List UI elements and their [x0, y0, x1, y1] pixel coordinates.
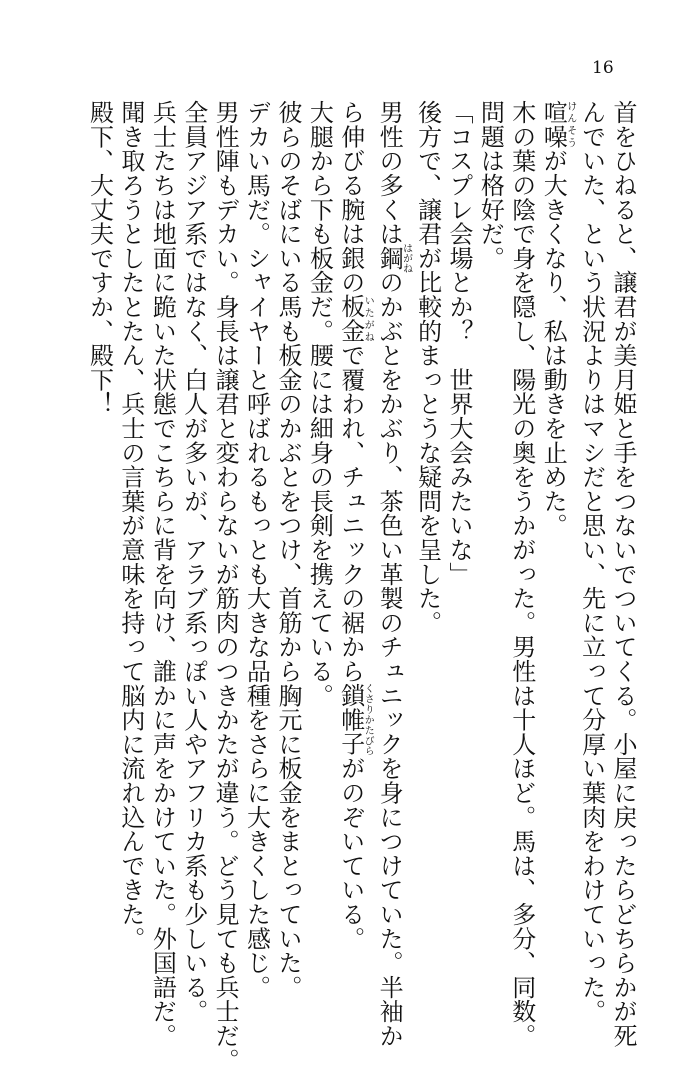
text-line: 問題は格好だ。	[476, 100, 505, 271]
ruby-hagane: 鋼はがね	[375, 242, 412, 273]
page-number: 16	[592, 58, 614, 78]
text-line: 全員アジア系ではなく、白人が多いが、アラブ系っぽい人やアフリカ系も少しいる。	[179, 100, 208, 1024]
line-part: で覆われ、チュニックの裾から	[336, 343, 365, 684]
text-line-with-ruby	[334, 100, 372, 960]
text-line: 男性陣もデカい。身長は譲君と変わらないが筋肉のつきかたが違う。どう見ても兵士だ。	[211, 100, 240, 1072]
text-line-with-ruby	[537, 100, 575, 960]
text-line-with-ruby	[373, 100, 412, 1048]
vertical-text-body	[83, 100, 638, 1072]
line-rest: が大きくなり、私は動きを止めた。	[539, 148, 568, 538]
ruby-itagane: 板金いたがね	[336, 294, 374, 344]
text-line: 木の葉の陰で身を隠し、陽光の奥をうかがった。男性は十人ほど。馬は、多分、同数。	[507, 100, 536, 1048]
line-part: 男性の多くは	[375, 100, 404, 246]
furigana-itagane: いたがね	[362, 294, 374, 343]
line-part: がのぞいている。	[336, 756, 365, 951]
furigana-kusarikatabira: くさりかたびら	[362, 683, 374, 757]
ruby-kusarikatabira: 鎖帷子くさりかたびら	[336, 683, 374, 757]
line-part: のかぶとをかぶり、茶色い革製のチュニックを身につけていた。半袖か	[375, 270, 404, 1048]
furigana-kensou: けんそう	[564, 100, 576, 149]
text-line: 殿下、大丈夫ですか、殿下！	[85, 100, 114, 416]
line-part: ら伸びる腕は銀の	[336, 100, 365, 295]
text-line: 聞き取ろうとしたとたん、兵士の言葉が意味を持って脳内に流れ込んできた。	[116, 100, 145, 951]
text-line: 兵士たちは地面に跪いた状態でこちらに背を向け、誰かに声をかけていた。外国語だ。	[148, 100, 177, 1048]
text-line: 後方で、譲君が比較的まっとうな疑問を呈した。	[413, 100, 442, 635]
text-line: 首をひねると、譲君が美月姫と手をつないでついてくる。小屋に戻ったらどちらかが死	[609, 100, 637, 1048]
text-line: 「コスプレ会場とか？ 世界大会みたいな」	[444, 100, 473, 586]
text-line: デカい馬だ。シャイヤーと呼ばれるもっとも大きな品種をさらに大きくした感じ。	[242, 100, 271, 1000]
text-line: 彼らのそばにいる馬も板金のかぶとをつけ、首筋から胸元に板金をまとっていた。	[273, 100, 302, 1000]
ruby-kensou: 喧噪けんそう	[539, 100, 576, 149]
text-line: 大腿から下も板金だ。腰には細身の長剣を携えている。	[305, 100, 334, 708]
furigana-hagane: はがね	[400, 242, 412, 273]
text-line: んでいた、という状況よりはマシだと思い、先に立って分厚い葉肉をわけていった。	[577, 100, 606, 1024]
